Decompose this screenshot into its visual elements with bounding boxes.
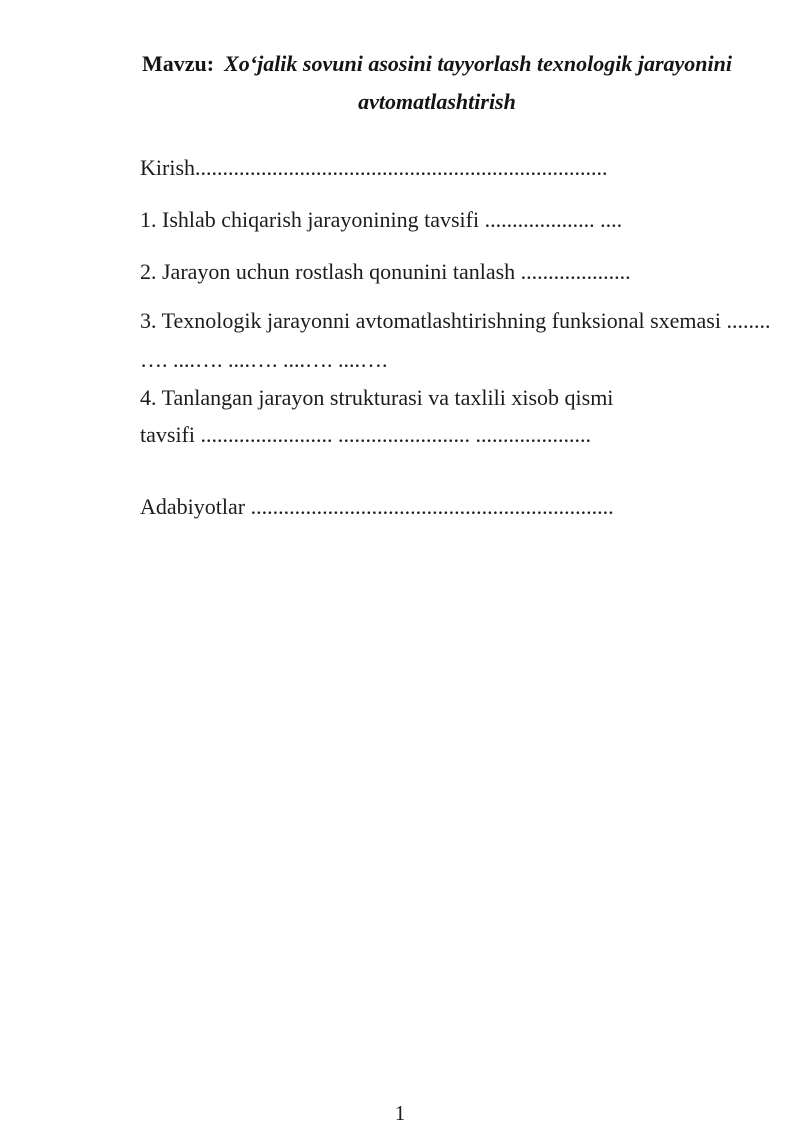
toc-entry-3 <box>140 301 770 379</box>
toc-line: Kirish........................................................................... <box>140 155 608 180</box>
title-text-line-2: avtomatlashtirish <box>358 89 516 114</box>
toc-entry-4 <box>140 379 770 453</box>
page-number: 1 <box>394 1101 406 1125</box>
toc-entry-1 <box>140 206 770 234</box>
toc-entry-adabiyotlar <box>140 493 770 521</box>
toc-line-continuation: tavsifi ........................ ........................ ..................... <box>140 422 591 447</box>
toc-line: 1. Ishlab chiqarish jarayonining tavsifi .................... .... <box>140 207 623 232</box>
table-of-contents <box>140 154 770 521</box>
toc-line: 4. Tanlangan jarayon strukturasi va taxlili xisob qismi <box>140 385 614 410</box>
title-label: Mavzu: <box>141 51 215 76</box>
toc-line: 2. Jarayon uchun rostlash qonunini tanlash .................... <box>140 259 631 284</box>
title-text-line-1: Xo‘jalik sovuni asosini tayyorlash texnologik jarayonini <box>224 51 732 76</box>
toc-line-continuation: …. ....…. ....…. ....…. ....…. <box>140 347 388 372</box>
toc-entry-2 <box>140 258 770 286</box>
title-line-2 <box>114 83 760 121</box>
title-line-1 <box>114 45 760 83</box>
toc-line: 3. Texnologik jarayonni avtomatlashtirishning funksional sxemasi ........ <box>140 308 771 333</box>
toc-line: Adabiyotlar .................................................................. <box>140 494 614 519</box>
document-title <box>114 45 760 121</box>
toc-entry-kirish <box>140 154 770 182</box>
